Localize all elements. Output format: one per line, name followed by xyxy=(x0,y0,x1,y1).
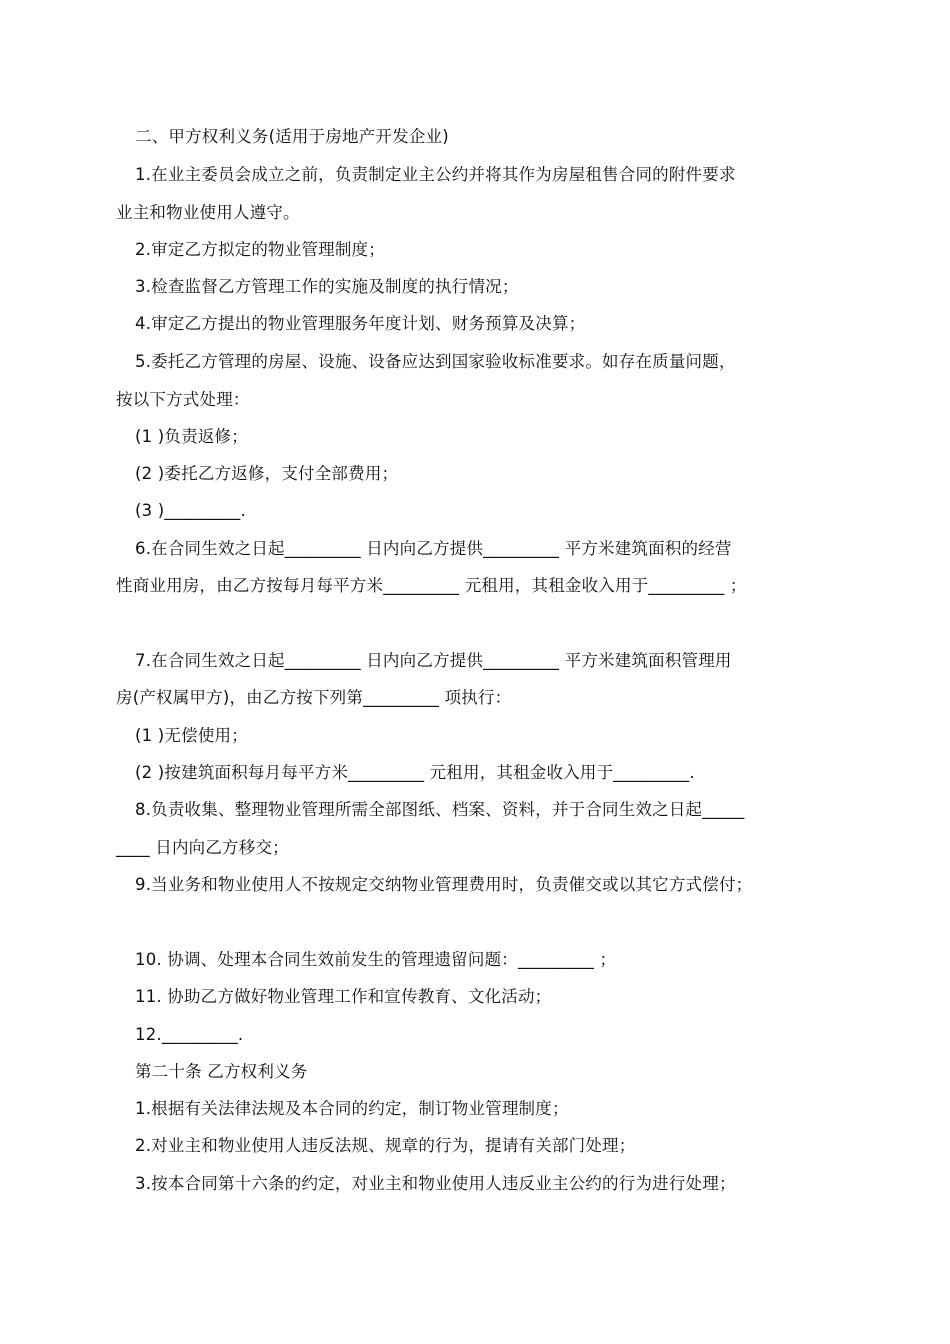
paragraph-line: 5.委托乙方管理的房屋、设施、设备应达到国家验收标准要求。如存在质量问题， xyxy=(135,352,736,371)
list-item: (2 )按建筑面积每月每平方米_________ 元租用，其租金收入用于_________. xyxy=(135,763,695,782)
list-item: (1 )负责返修； xyxy=(135,427,248,446)
paragraph-line: 4.审定乙方提出的物业管理服务年度计划、财务预算及决算； xyxy=(135,314,586,333)
paragraph-line: 1.根据有关法律法规及本合同的约定，制订物业管理制度； xyxy=(135,1099,569,1118)
paragraph-line: 性商业用房，由乙方按每月每平方米_________ 元租用，其租金收入用于_________ ； xyxy=(116,576,747,595)
paragraph-line: 10. 协调、处理本合同生效前发生的管理遗留问题：_________ ； xyxy=(135,950,617,969)
paragraph-line: 9.当业务和物业使用人不按规定交纳物业管理费用时，负责催交或以其它方式偿付； xyxy=(135,875,753,894)
paragraph-line: 11. 协助乙方做好物业管理工作和宣传教育、文化活动； xyxy=(135,987,552,1006)
paragraph-line: 业主和物业使用人遵守。 xyxy=(116,203,300,222)
paragraph-line: 2.对业主和物业使用人违反法规、规章的行为，提请有关部门处理； xyxy=(135,1136,636,1155)
list-item: (3 )_________. xyxy=(135,501,246,520)
paragraph-line: ____ 日内向乙方移交； xyxy=(116,838,289,857)
paragraph-line: 房(产权属甲方)，由乙方按下列第_________ 项执行： xyxy=(116,688,512,707)
paragraph-line: 按以下方式处理： xyxy=(116,390,250,409)
paragraph-line: 3.按本合同第十六条的约定，对业主和物业使用人违反业主公约的行为进行处理； xyxy=(135,1174,736,1193)
paragraph-line: 1.在业主委员会成立之前，负责制定业主公约并将其作为房屋租售合同的附件要求 xyxy=(135,165,736,184)
list-item: (1 )无偿使用； xyxy=(135,726,248,745)
section-heading: 第二十条 乙方权利义务 xyxy=(135,1062,308,1081)
list-item: (2 )委托乙方返修，支付全部费用； xyxy=(135,464,399,483)
section-heading: 二、甲方权利义务(适用于房地产开发企业) xyxy=(135,127,449,146)
paragraph-line: 6.在合同生效之日起_________ 日内向乙方提供_________ 平方米建筑面积的经营 xyxy=(135,539,732,558)
paragraph-line: 3.检查监督乙方管理工作的实施及制度的执行情况； xyxy=(135,277,519,296)
paragraph-line: 12._________. xyxy=(135,1025,244,1044)
paragraph-line: 2.审定乙方拟定的物业管理制度； xyxy=(135,240,385,259)
paragraph-line: 8.负责收集、整理物业管理所需全部图纸、档案、资料，并于合同生效之日起_____ xyxy=(135,800,745,819)
paragraph-line: 7.在合同生效之日起_________ 日内向乙方提供_________ 平方米建筑面积管理用 xyxy=(135,651,732,670)
